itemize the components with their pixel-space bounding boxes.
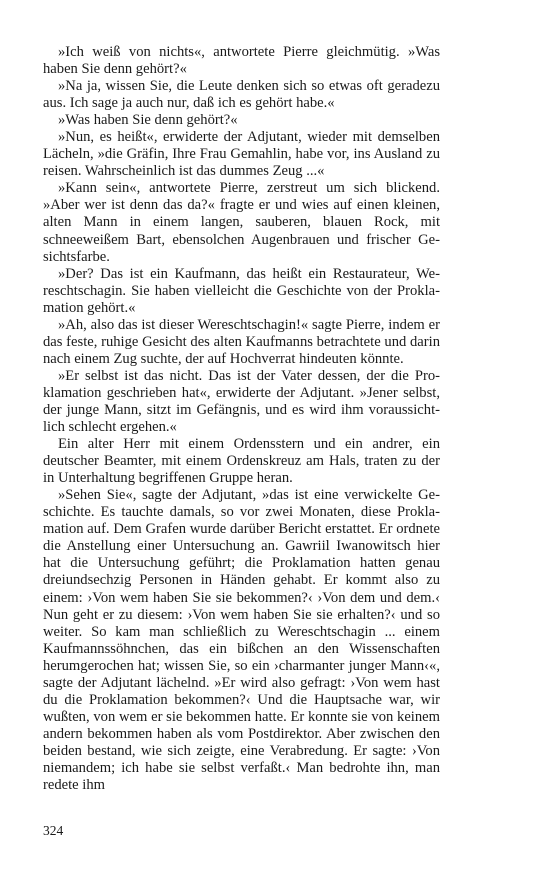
- paragraph: »Ah, also das ist dieser Wereschtschagin!« sagte Pierre, indem er das feste, ruhige Gesicht des alten Kaufmanns betrachtete und darin nach einem Zug suchte, der auf Hochverrat hindeuten könnte.: [43, 316, 440, 367]
- body-text: [43, 44, 440, 794]
- paragraph: »Nun, es heißt«, erwiderte der Adjutant, wieder mit demselben Lächeln, »die Gräfin, Ihre Frau Gemahlin, habe vor, ins Ausland zu reisen. Wahrscheinlich ist das dummes Zeug ...«: [43, 129, 440, 180]
- paragraph: »Kann sein«, antwortete Pierre, zerstreut um sich blickend. »Aber wer ist denn das da?« fragte er und wies auf einen kleinen, alten Mann in einem langen, sauberen, blauen Rock, mit schneeweißem Bart, ebensolchen Augenbrauen und frischer Gesichtsfarbe.: [43, 180, 440, 265]
- paragraph: »Sehen Sie«, sagte der Adjutant, »das ist eine verwickelte Geschichte. Es tauchte damals, so vor zwei Monaten, diese Proklamation auf. Dem Grafen wurde darüber Bericht erstattet. Er ordnete die Anstellung einer Untersuchung an. Gawriil Iwanowitsch hier hat die Untersuchung geführt; die Proklamation hatten genau dreiundsechzig Personen in Händen gehabt. Er kommt also zu einem: ›Von wem haben Sie sie bekommen?‹ ›Von dem und dem.‹ Nun geht er zu diesem: ›Von wem haben Sie sie erhalten?‹ und so weiter. So kam man schließlich zu Wereschtschagin ... einem Kaufmannssöhnchen, das ein bißchen an den Wissenschaften herumgerochen hat; wissen Sie, so ein ›charmanter junger Mann‹«, sagte der Adjutant lächelnd. »Er wird also gefragt: ›Von wem hast du die Proklamation bekommen?‹ Und die Hauptsache war, wir wußten, von wem er sie bekommen hatte. Er konnte sie von keinem andern bekommen haben als vom Postdirektor. Aber zwischen den beiden bestand, wie sich zeigte, eine Verabredung. Er sagte: ›Von niemandem; ich habe sie selbst verfaßt.‹ Man bedrohte ihn, man redete ihm: [43, 487, 440, 794]
- paragraph: »Der? Das ist ein Kaufmann, das heißt ein Restaurateur, Wereschtschagin. Sie haben vielleicht die Geschichte von der Proklamation gehört.«: [43, 265, 440, 316]
- paragraph: »Er selbst ist das nicht. Das ist der Vater dessen, der die Proklamation geschrieben hat«, erwiderte der Adjutant. »Jener selbst, der junge Mann, sitzt im Gefängnis, und es wird ihm voraussichtlich schlecht ergehen.«: [43, 367, 440, 436]
- page-number: 324: [43, 823, 64, 838]
- paragraph: Ein alter Herr mit einem Ordensstern und ein andrer, ein deutscher Beamter, mit einem Ordenskreuz am Hals, traten zu der in Unterhaltung begriffenen Gruppe heran.: [43, 436, 440, 487]
- paragraph: »Was haben Sie denn gehört?«: [58, 112, 238, 129]
- paragraph: »Na ja, wissen Sie, die Leute denken sich so etwas oft geradezu aus. Ich sage ja auch nur, daß ich es gehört habe.«: [43, 78, 440, 112]
- paragraph: »Ich weiß von nichts«, antwortete Pierre gleichmütig. »Was haben Sie denn gehört?«: [43, 44, 440, 78]
